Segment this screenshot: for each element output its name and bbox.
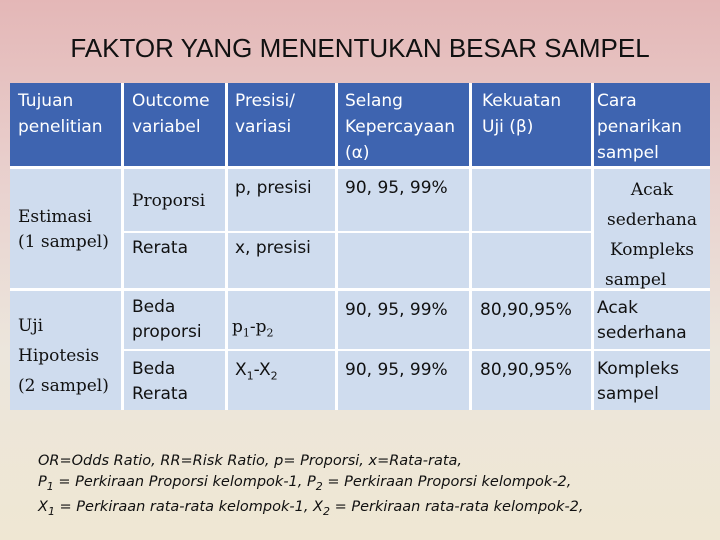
grid-line (121, 231, 591, 233)
cell-kekuatan-uji-1: 80,90,95% (480, 300, 572, 320)
cell-selang-estimasi: 90, 95, 99% (345, 178, 448, 198)
cell-tujuan-uji: Uji Hipotesis (2 sampel) (18, 316, 109, 396)
grid-line (591, 83, 594, 410)
cell-cara-estimasi: Acak sederhana Kompleks sampel (605, 180, 698, 290)
grid-line (469, 83, 472, 410)
cell-outcome-beda-proporsi: Beda proporsi (132, 297, 202, 342)
cell-cara-uji-2: Kompleks sampel (597, 359, 679, 404)
cell-tujuan-estimasi: Estimasi (1 sampel) (18, 207, 109, 252)
cell-kekuatan-uji-2: 80,90,95% (480, 360, 572, 380)
grid-line (335, 83, 338, 410)
cell-selang-uji-1: 90, 95, 99% (345, 300, 448, 320)
cell-outcome-proporsi: Proporsi (132, 191, 206, 211)
cell-presisi-rerata: x, presisi (235, 238, 311, 258)
header-presisi: Presisi/ variasi (235, 91, 295, 137)
grid-line (10, 166, 710, 169)
grid-line (121, 83, 124, 410)
header-outcome: Outcome variabel (132, 91, 210, 137)
footnote-line-1: OR=Odds Ratio, RR=Risk Ratio, p= Proporsi, x=Rata-rata, (38, 453, 463, 469)
footnotes (38, 451, 718, 522)
cell-presisi-p1p2: $p_1-p_2$ (232, 317, 274, 340)
grid-line (225, 83, 228, 410)
cell-outcome-rerata: Rerata (132, 238, 188, 258)
cell-outcome-beda-rerata: Beda Rerata (132, 359, 188, 404)
cell-cara-uji-1: Acak sederhana (597, 298, 687, 343)
cell-selang-uji-2: 90, 95, 99% (345, 360, 448, 380)
factor-table (10, 83, 710, 410)
footnote-line-3: $X_1$ = Perkiraan rata-rata kelompok-1, $X_2$ = Perkiraan rata-rata kelompok-2, (38, 498, 584, 518)
cell-presisi-proporsi: p, presisi (235, 178, 312, 198)
footnote-line-2: $P_1$ = Perkiraan Proporsi kelompok-1, $P_2$ = Perkiraan Proporsi kelompok-2, (38, 474, 572, 493)
header-kekuatan: Kekuatan Uji (β) (482, 91, 562, 137)
cell-presisi-x1x2: $X_1-X_2$ (235, 360, 278, 383)
page-title: FAKTOR YANG MENENTUKAN BESAR SAMPEL (70, 33, 650, 63)
header-cara: Cara penarikan sampel (597, 91, 682, 163)
header-tujuan: Tujuan penelitian (18, 91, 103, 137)
grid-line (121, 349, 710, 351)
header-selang: Selang Kepercayaan (α) (345, 91, 456, 163)
